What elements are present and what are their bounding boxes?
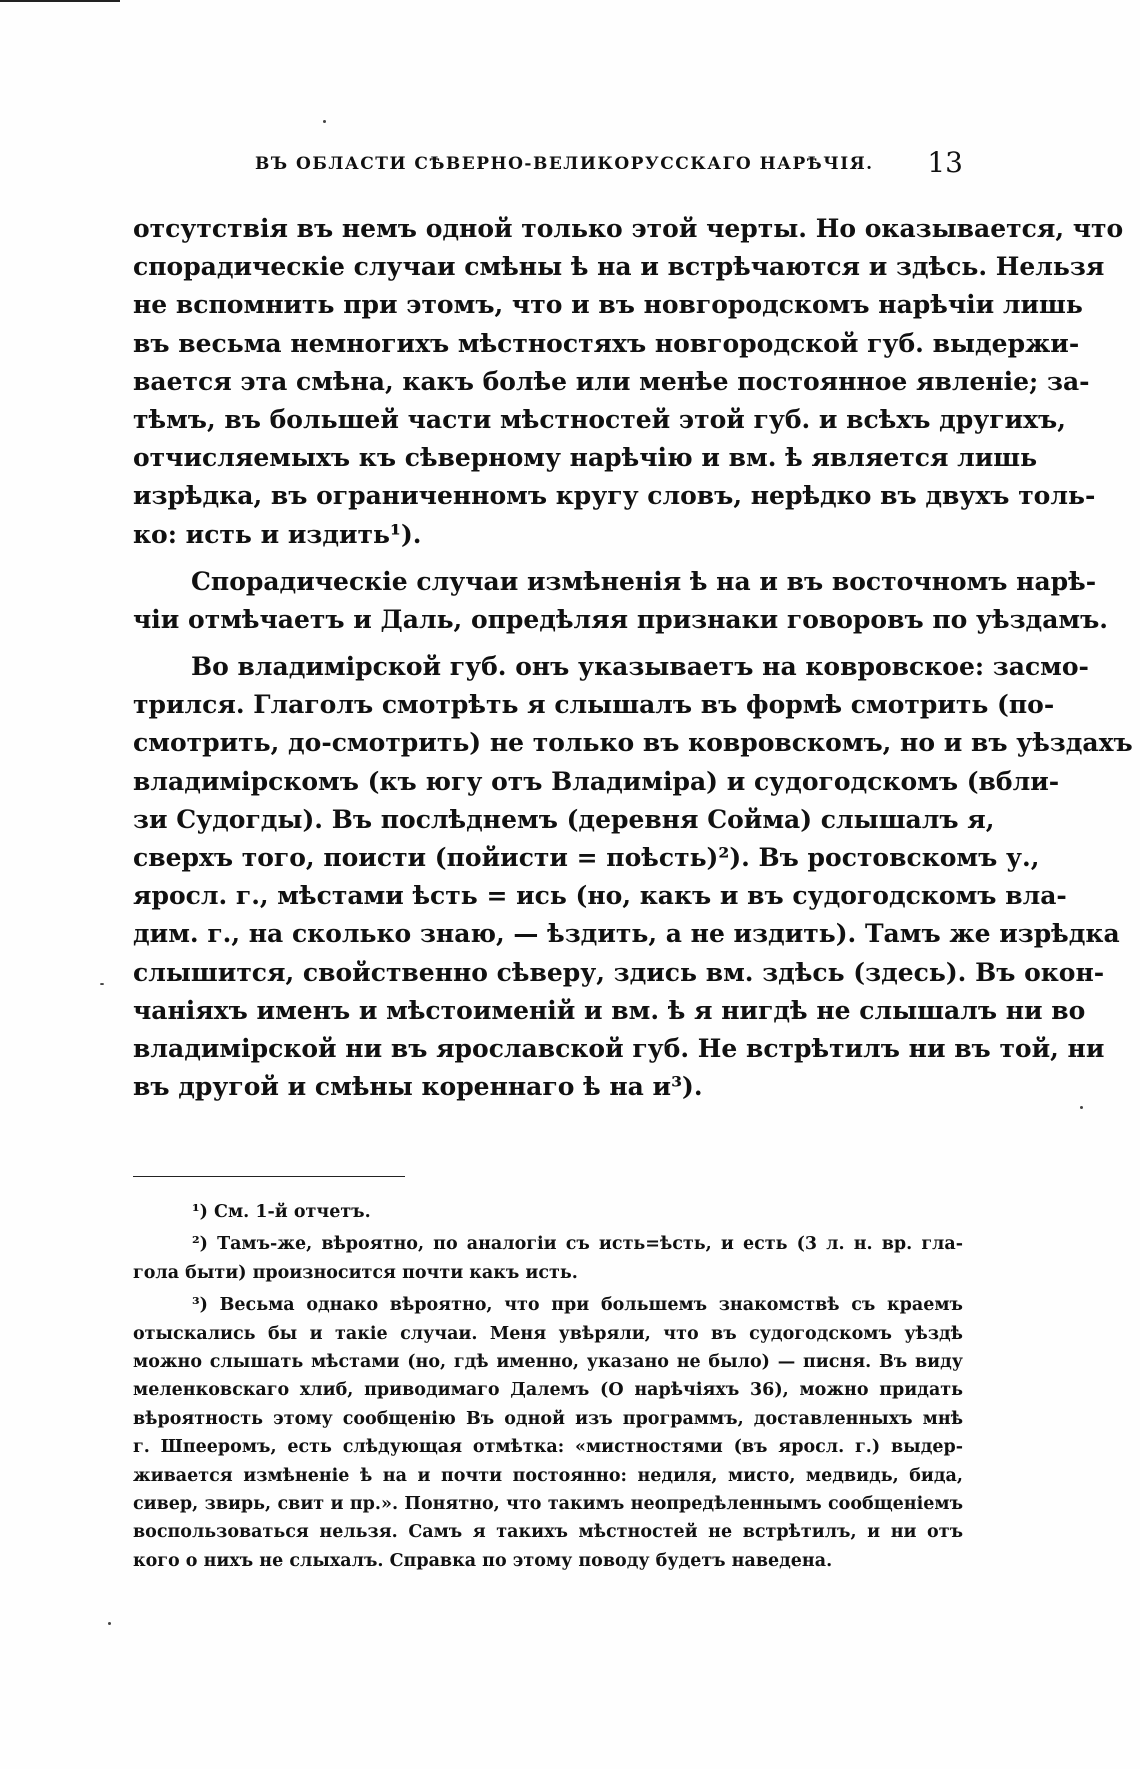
- paper-speck: [100, 983, 104, 985]
- text-line: тѣмъ, въ большей части мѣстностей этой губ. и всѣхъ другихъ,: [133, 404, 1066, 434]
- footnote-line: кого о нихъ не слыхалъ. Справка по этому поводу будетъ наведена.: [133, 1550, 833, 1571]
- text-line: дим. г., на сколько знаю, — ѣздить, а не издить). Тамъ же изрѣдка: [133, 919, 1120, 949]
- text-line: спорадическіе случаи смѣны ѣ на и встрѣчаются и здѣсь. Нельзя: [133, 252, 1105, 282]
- text-line: трился. Глаголъ смотрѣть я слышалъ въ формѣ смотрить (по-: [133, 690, 1055, 720]
- text-line: зи Судогды). Въ послѣднемъ (деревня Сойма) слышалъ я,: [133, 804, 995, 834]
- text-line: въ весьма немногихъ мѣстностяхъ новгородской губ. выдержи-: [133, 328, 1080, 358]
- footnote-line: г. Шпееромъ, есть слѣдующая отмѣтка: «мистностями (въ яросл. г.) выдер-: [133, 1437, 963, 1458]
- text-line: яросл. г., мѣстами ѣсть = ись (но, какъ и въ судогодскомъ вла-: [133, 881, 1067, 911]
- footnote-line: воспользоваться нельзя. Самъ я такихъ мѣстностей не встрѣтилъ, и ни отъ: [133, 1522, 963, 1543]
- paper-speck: [1080, 1106, 1083, 1109]
- text-line: слышится, свойственно сѣверу, здись вм. здѣсь (здесь). Въ окон-: [133, 957, 1105, 987]
- footnotes: [133, 1198, 963, 1575]
- page-number: 13: [927, 146, 963, 179]
- text-line: Спорадическіе случаи измѣненія ѣ на и въ восточномъ нарѣ-: [191, 566, 1097, 596]
- text-line: владимірскомъ (къ югу отъ Владиміра) и судогодскомъ (вбли-: [133, 766, 1060, 796]
- footnote-line: отыскались бы и такіе случаи. Меня увѣряли, что въ судогодскомъ уѣздѣ: [133, 1323, 963, 1344]
- text-line: сверхъ того, поисти (пойисти = поѣсть)²). Въ ростовскомъ у.,: [133, 843, 1040, 872]
- text-line: владимірской ни въ ярославской губ. Не встрѣтилъ ни въ той, ни: [133, 1033, 1105, 1063]
- top-edge-rule: [0, 0, 120, 2]
- footnote-line: ¹) См. 1-й отчетъ.: [192, 1202, 371, 1222]
- text-line: ко: исть и издить¹).: [133, 519, 422, 549]
- footnote-line: меленковскаго хлиб, приводимаго Далемъ (О нарѣчіяхъ 36), можно придать: [133, 1380, 963, 1401]
- text-line: изрѣдка, въ ограниченномъ кругу словъ, нерѣдко въ двухъ толь-: [133, 481, 1096, 511]
- footnote-line: вѣроятность этому сообщенію Въ одной изъ программъ, доставленныхъ мнѣ: [133, 1408, 963, 1429]
- paper-speck: [108, 1622, 111, 1625]
- main-text: [133, 210, 1133, 1106]
- paper-speck: [323, 120, 326, 123]
- footnote-line: ³) Весьма однако вѣроятно, что при большемъ знакомствѣ съ краемъ: [192, 1295, 963, 1316]
- footnote-line: ²) Тамъ-же, вѣроятно, по аналогіи съ исть=ѣсть, и есть (3 л. н. вр. гла-: [192, 1234, 963, 1255]
- text-line: вается эта смѣна, какъ болѣе или менѣе постоянное явленіе; за-: [133, 366, 1090, 396]
- page-header: [133, 146, 963, 186]
- text-line: чаніяхъ именъ и мѣстоименій и вм. ѣ я нигдѣ не слышалъ ни во: [133, 995, 1086, 1025]
- footnote-line: гола быти) произносится почти какъ исть.: [133, 1262, 578, 1283]
- footnote-line: сивер, звирь, свит и пр.». Понятно, что такимъ неопредѣленнымъ сообщеніемъ: [133, 1493, 963, 1514]
- text-line: въ другой и смѣны кореннаго ѣ на и³).: [133, 1072, 703, 1102]
- text-line: не вспомнить при этомъ, что и въ новгородскомъ нарѣчіи лишь: [133, 290, 1083, 320]
- footnote-line: можно слышать мѣстами (но, гдѣ именно, указано не было) — писня. Въ виду: [133, 1351, 963, 1372]
- text-line: отсутствія въ немъ одной только этой черты. Но оказывается, что: [133, 214, 1124, 243]
- text-line: смотрить, до-смотрить) не только въ ковровскомъ, но и въ уѣздахъ: [133, 728, 1133, 758]
- footnote-line: живается измѣненіе ѣ на и почти постоянно: недиля, мисто, медвидь, бида,: [133, 1465, 963, 1486]
- text-line: Во владимірской губ. онъ указываетъ на ковровское: засмо-: [191, 652, 1089, 682]
- text-line: отчисляемыхъ къ сѣверному нарѣчію и вм. ѣ является лишь: [133, 443, 1038, 473]
- text-line: чіи отмѣчаетъ и Даль, опредѣляя признаки говоровъ по уѣздамъ.: [133, 604, 1109, 634]
- running-head: ВЪ ОБЛАСТИ СѢВЕРНО-ВЕЛИКОРУССКАГО НАРѢЧІЯ.: [255, 154, 874, 174]
- footnote-separator: [133, 1176, 405, 1177]
